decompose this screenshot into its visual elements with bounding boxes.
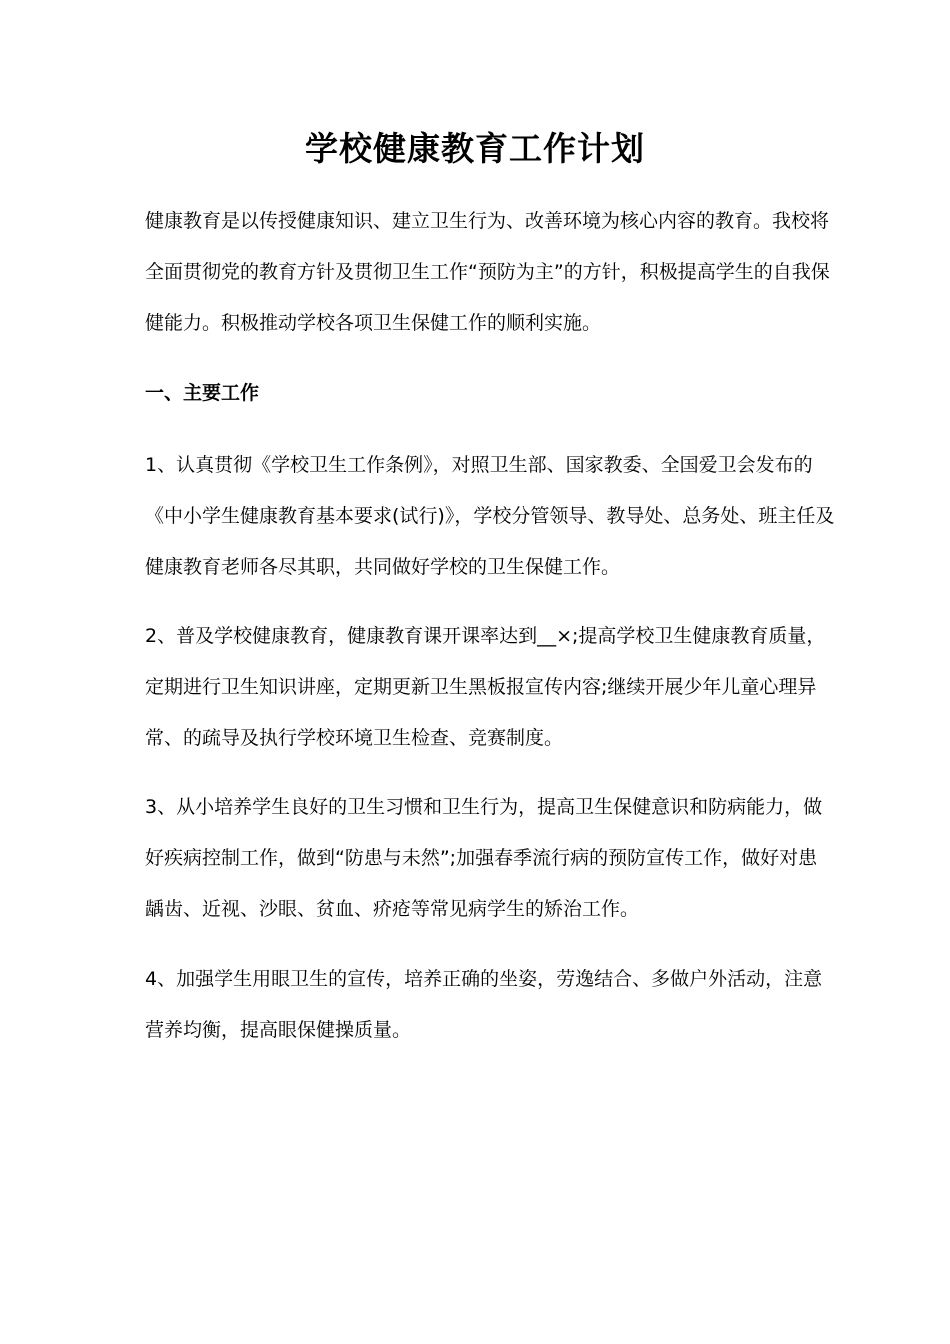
- work-item-3: 3、从小培养学生良好的卫生习惯和卫生行为，提高卫生保健意识和防病能力，做好疾病控制工作，做到“防患与未然”;加强春季流行病的预防宣传工作，做好对患龋齿、近视、沙眼、贫血、疥疮等常见病学生的矫治工作。: [145, 796, 823, 920]
- work-item-4: 4、加强学生用眼卫生的宣传，培养正确的坐姿，劳逸结合、多做户外活动，注意营养均衡，提高眼保健操质量。: [145, 968, 823, 1041]
- document-title: 学校健康教育工作计划: [305, 129, 645, 168]
- section-heading-main-work: 一、主要工作: [145, 382, 260, 404]
- intro-paragraph: 健康教育是以传授健康知识、建立卫生行为、改善环境为核心内容的教育。我校将全面贯彻党的教育方针及贯彻卫生工作“预防为主”的方针，积极提高学生的自我保健能力。积极推动学校各项卫生保健工作的顺利实施。: [145, 210, 830, 334]
- work-item-2: 2、普及学校健康教育，健康教育课开课率达到__×;提高学校卫生健康教育质量，定期进行卫生知识讲座，定期更新卫生黑板报宣传内容;继续开展少年儿童心理异常、的疏导及执行学校环境卫生检查、竞赛制度。: [145, 625, 826, 749]
- work-item-1: 1、认真贯彻《学校卫生工作条例》，对照卫生部、国家教委、全国爱卫会发布的《中小学生健康教育基本要求(试行)》，学校分管领导、教导处、总务处、班主任及健康教育老师各尽其职，共同做好学校的卫生保健工作。: [145, 454, 835, 578]
